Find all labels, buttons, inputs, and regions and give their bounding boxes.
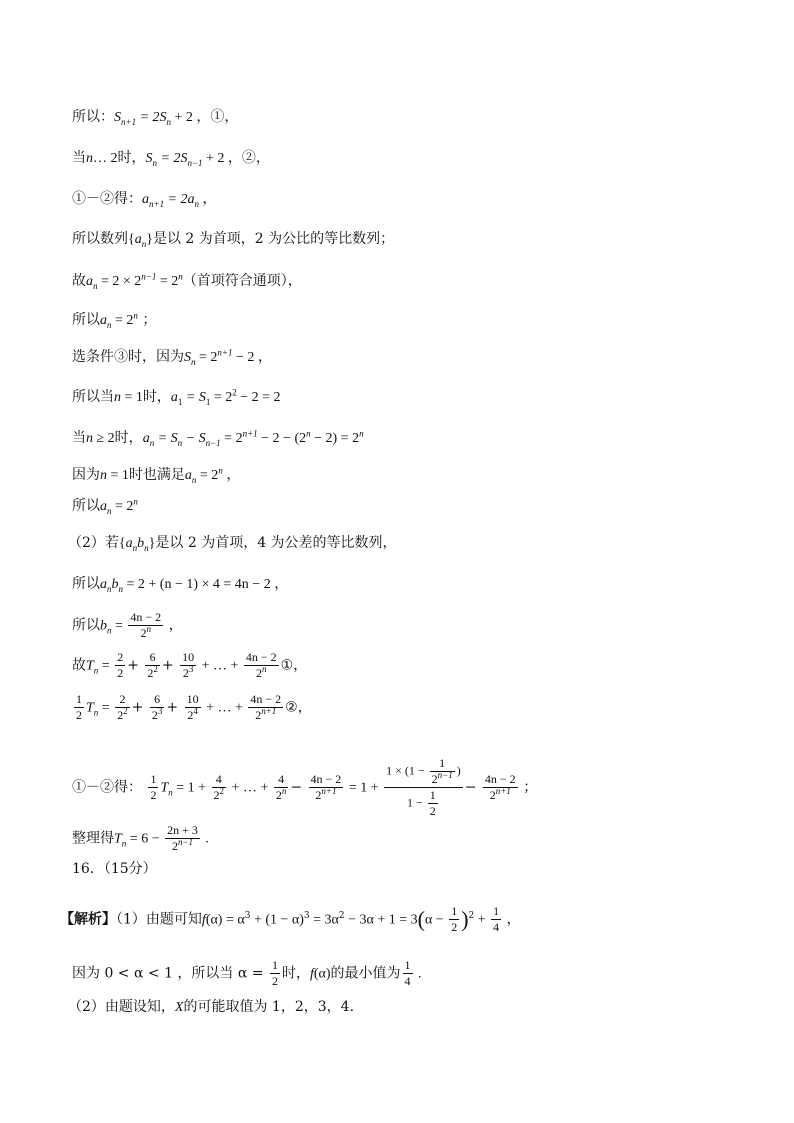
line-4: 所以数列$\{a_n\}$是以 2 为首项，2 为公比的等比数列； (72, 231, 395, 249)
line-1: 所以：$S_{n+1} = 2S_n + 2$ ，①， (72, 109, 239, 127)
line-11: 所以$a_n = 2^n$ (72, 496, 138, 516)
fraction: $\frac{1}{2^{n-1}}$ (431, 756, 453, 786)
fraction: $\frac{6}{2^3}$ (151, 692, 163, 722)
line-5: 故$a_n = 2 \times 2^{n-1} = 2^n$（首项符合通项）， (72, 271, 302, 291)
line-3: ①－②得：$a_{n+1} = 2a_n$ ， (72, 191, 217, 209)
compound-fraction: 1 × (1 − $\frac{1}{2^{n-1}}$ ) 1 − $\frac{1}{2}$ (386, 756, 461, 818)
line-6: 所以$a_n = 2^n$ ； (72, 310, 157, 330)
fraction: $\frac{1}{2}$ (150, 772, 157, 802)
fraction: $\frac{4}{2^n}$ (275, 772, 287, 802)
fraction: $\frac{6}{2^2}$ (147, 650, 158, 680)
fraction: $\frac{1}{2}$ (429, 788, 436, 818)
line-22: （2）由题设知，X的可能取值为 1，2，3，4. (68, 999, 355, 1015)
fraction: $\frac{2n + 3}{2^{n-1}}$ (167, 823, 198, 853)
line-13: 所以$a_nb_n = 2 + (n - 1) \times 4 = 4n - 2$ ， (72, 576, 289, 594)
fraction: $\frac{1}{2}$ (76, 692, 82, 722)
fraction: $\frac{2}{2}$ (117, 650, 124, 680)
fraction: $\frac{1}{2}$ (451, 904, 458, 934)
line-14: 所以$b_n$ = $\frac{4n - 2}{2^n}$ ， (72, 610, 183, 640)
fraction: $\frac{1}{2}$ (271, 958, 278, 988)
fraction: $\frac{10}{2^3}$ (182, 650, 195, 680)
fraction: $\frac{4n - 2}{2^n}$ (130, 610, 162, 640)
line-2: 当n… 2时，$S_n = 2S_{n-1} + 2$ ，②， (72, 150, 270, 168)
fraction: $\frac{1}{4}$ (404, 958, 411, 988)
line-17: ①－②得： $\frac{1}{2}$ $T_n = 1$ + $\frac{4}{2^2}$ + … + $\frac{4}{2^n}$ − $\frac{4n - 2}{2^{n+1}}$ = 1 + 1 × (1 − $\frac{1}{2^{n-1}}$ ) 1 − $\frac{1}{2}$ − $\frac{4n - 2}{2^{n+1}}$ ； (72, 756, 538, 818)
line-10: 因为n = 1时也满足$a_n = 2^n$ ， (72, 465, 241, 485)
line-8: 所以当n = 1时，$a_1 = S_1 = 2^2 - 2 = 2$ (72, 387, 281, 407)
line-18: 整理得$T_n = 6$ − $\frac{2n + 3}{2^{n-1}}$ . (72, 823, 209, 853)
fraction: $\frac{4n - 2}{2^{n+1}}$ (250, 692, 282, 722)
fraction: $\frac{1}{4}$ (493, 904, 500, 934)
fraction: $\frac{10}{2^4}$ (186, 692, 199, 722)
question-number: 16．（15分） (72, 861, 157, 877)
line-15: 故$T_n$ = $\frac{2}{2}$ + $\frac{6}{2^2}$ + $\frac{10}{2^3}$ + … + $\frac{4n - 2}{2^n}$ ①， (72, 650, 308, 680)
fraction: $\frac{4}{2^2}$ (213, 772, 225, 802)
line-7: 选条件③时，因为$S_n = 2^{n+1} - 2$ ， (72, 347, 272, 367)
fraction: $\frac{4n - 2}{2^n}$ (245, 650, 277, 680)
fraction: $\frac{4n - 2}{2^{n+1}}$ (484, 772, 516, 802)
fraction: $\frac{2}{2^2}$ (117, 692, 128, 722)
line-9: 当n ≥ 2时，$a_n = S_n - S_{n-1} = 2^{n+1} - 2 - (2^n - 2) = 2^n$ (72, 428, 364, 448)
line-12: （2）若$\{a_nb_n\}$是以 2 为首项，4 为公差的等比数列， (68, 535, 397, 553)
line-21: 因为 0 < α < 1 ，所以当 α = $\frac{1}{2}$ 时，f(α)的最小值为 $\frac{1}{4}$ . (72, 958, 422, 988)
fraction: $\frac{4n - 2}{2^{n+1}}$ (310, 772, 342, 802)
line-20: 【解析】（1）由题可知$f(\alpha) = \alpha^3 + (1 - \alpha)^3 = 3\alpha^2 - 3\alpha + 1 = 3(\alpha$ − $\frac{1}{2}$ )$^2$ + $\frac{1}{4}$ ， (60, 904, 521, 934)
line-16: $\frac{1}{2}$ $T_n$ = $\frac{2}{2^2}$ + $\frac{6}{2^3}$ + $\frac{10}{2^4}$ + … + $\frac{4n - 2}{2^{n+1}}$ ②， (76, 692, 312, 722)
